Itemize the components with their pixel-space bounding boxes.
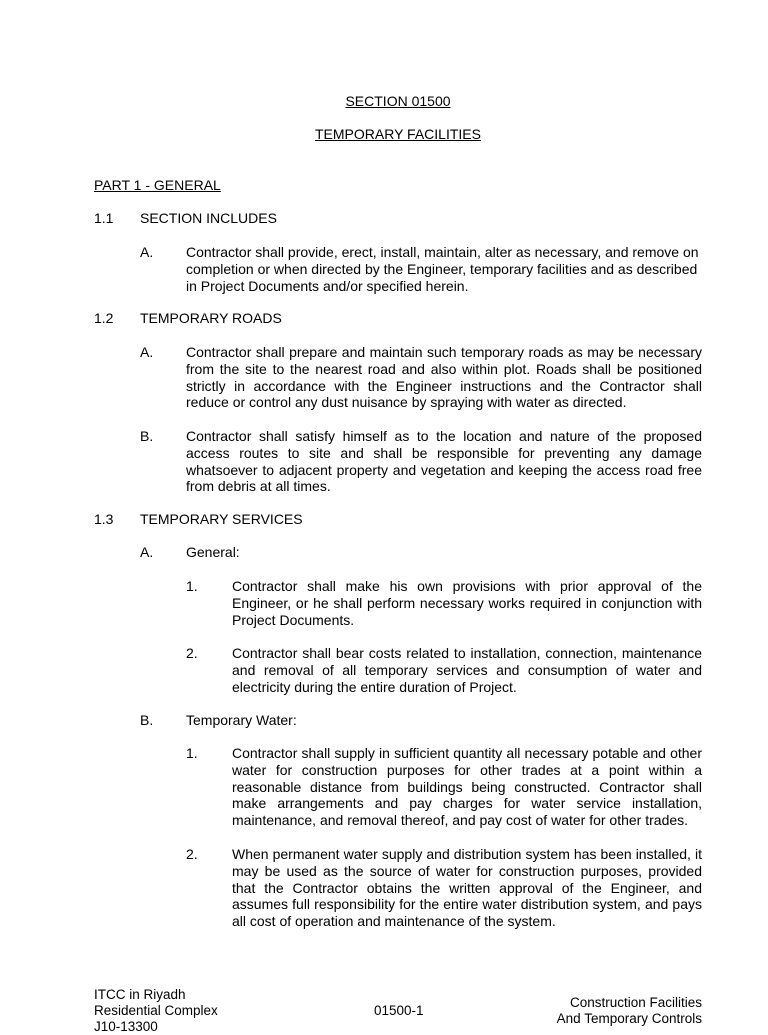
item-text: When permanent water supply and distribution system has been installed, it may be used as the source of water for construction purposes, provided that the Contractor obtains the written approval of the Engineer, and assumes full responsibility for the entire water distribution system, and pays all cost of operation and maintenance of the system. — [232, 846, 702, 930]
section-title: TEMPORARY FACILITIES — [315, 126, 481, 142]
paragraph-label: A. — [140, 544, 154, 560]
paragraph-text: Contractor shall satisfy himself as to the location and nature of the proposed access routes to site and shall be responsible for preventing any damage whatsoever to adjacent property and vegetation and keeping the access road free from debris at all times. — [186, 428, 702, 495]
footer-project-line: Residential Complex — [94, 1003, 218, 1018]
item-number: 2. — [186, 645, 198, 661]
article-title: TEMPORARY ROADS — [140, 310, 282, 326]
item-number: 2. — [186, 846, 198, 862]
paragraph-label: A. — [140, 244, 154, 260]
footer-page-number: 01500-1 — [374, 1003, 424, 1018]
footer-project — [94, 987, 218, 1035]
footer-project-line: ITCC in Riyadh — [94, 987, 186, 1002]
paragraph-label: B. — [140, 428, 154, 444]
part-heading: PART 1 - GENERAL — [94, 177, 221, 193]
article-title: SECTION INCLUDES — [140, 210, 277, 226]
section-number: SECTION 01500 — [345, 93, 451, 109]
paragraph-title: Temporary Water: — [186, 712, 297, 728]
footer-section-line: And Temporary Controls — [556, 1011, 702, 1026]
article-number: 1.1 — [94, 210, 114, 226]
article-title: TEMPORARY SERVICES — [140, 511, 303, 527]
item-number: 1. — [186, 745, 198, 761]
item-text: Contractor shall supply in sufficient quantity all necessary potable and other water for construction purposes for other trades at a point within a reasonable distance from buildings being constructed. Contractor shall make arrangements and pay charges for water service installation, maintenance, and removal thereof, and pay cost of water for other trades. — [232, 745, 702, 829]
article-number: 1.2 — [94, 310, 114, 326]
footer-project-line: J10-13300 — [94, 1019, 158, 1034]
paragraph-label: B. — [140, 712, 154, 728]
item-text: Contractor shall make his own provisions with prior approval of the Engineer, or he shall perform necessary works required in conjunction with Project Documents. — [232, 578, 702, 628]
footer-section-line: Construction Facilities — [569, 995, 702, 1010]
paragraph-label: A. — [140, 344, 154, 360]
paragraph-text: Contractor shall prepare and maintain such temporary roads as may be necessary from the site to the nearest road and also within plot. Roads shall be positioned strictly in accordance with the Engineer instructions and the Contractor shall reduce or control any dust nuisance by spraying with water as directed. — [186, 344, 702, 411]
item-number: 1. — [186, 578, 198, 594]
item-text: Contractor shall bear costs related to installation, connection, maintenance and removal of all temporary services and consumption of water and electricity during the entire duration of Project. — [232, 645, 702, 695]
paragraph-text: Contractor shall provide, erect, install, maintain, alter as necessary, and remove on completion or when directed by the Engineer, temporary facilities and as described in Project Documents and/or specified herein. — [186, 244, 699, 294]
article-number: 1.3 — [94, 511, 114, 527]
paragraph-title: General: — [186, 544, 240, 560]
footer-section-name — [557, 995, 702, 1027]
